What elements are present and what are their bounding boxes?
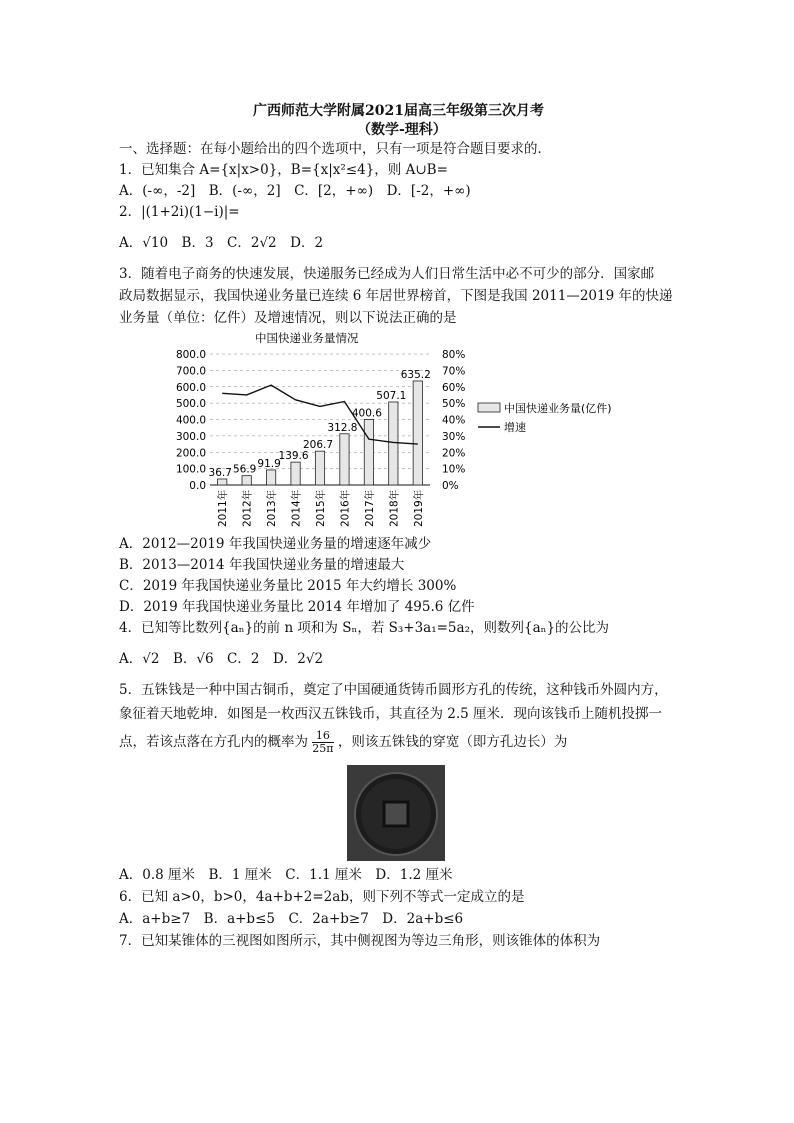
x-axis-tick-label: 2018年 bbox=[388, 489, 401, 527]
q3-line2: 政局数据显示，我国快递业务量已连续 6 年居世界榜首，下图是我国 2011—2019 年的快递 bbox=[119, 288, 673, 304]
express-chart bbox=[160, 327, 612, 533]
bar-value-label: 312.8 bbox=[327, 421, 358, 434]
bar-2013年 bbox=[266, 470, 275, 485]
q6-stem: 6．已知 a>0，b>0，4a+b+2=2ab，则下列不等式一定成立的是 bbox=[119, 889, 525, 905]
left-axis-tick-label: 200.0 bbox=[175, 447, 206, 460]
q3-option-a: A．2012—2019 年我国快递业务量的增速逐年减少 bbox=[119, 536, 432, 552]
exam-subtitle: （数学-理科） bbox=[357, 122, 447, 138]
bar-value-label: 206.7 bbox=[302, 439, 334, 452]
left-axis-tick-label: 700.0 bbox=[175, 365, 206, 378]
right-axis-tick-label: 30% bbox=[442, 430, 466, 443]
bar-value-label: 507.1 bbox=[376, 389, 407, 402]
legend-bar-label: 中国快递业务量(亿件) bbox=[504, 402, 612, 415]
fraction-numerator: 16 bbox=[312, 730, 333, 743]
q7-stem: 7．已知某锥体的三视图如图所示，其中侧视图为等边三角形，则该锥体的体积为 bbox=[119, 933, 601, 949]
q5-options: A．0.8 厘米 B．1 厘米 C．1.1 厘米 D．1.2 厘米 bbox=[119, 867, 453, 883]
left-axis-tick-label: 100.0 bbox=[175, 463, 206, 476]
right-axis-tick-label: 50% bbox=[442, 398, 466, 411]
q2-stem: 2．|(1+2i)(1−i)|= bbox=[119, 204, 240, 220]
left-axis-tick-label: 800.0 bbox=[175, 349, 206, 361]
left-axis-tick-label: 300.0 bbox=[175, 430, 206, 443]
bar-value-label: 400.6 bbox=[351, 407, 382, 420]
wuzhu-coin-image bbox=[347, 765, 445, 861]
exam-title: 广西师范大学附属2021届高三年级第三次月考 bbox=[253, 103, 544, 119]
q1-stem: 1．已知集合 A={x|x>0}，B={x|x²≤4}，则 A∪B= bbox=[119, 162, 448, 178]
bar-2017年 bbox=[364, 419, 373, 485]
q1-options: A．(-∞，-2] B．(-∞，2] C．[2，+∞) D．[-2，+∞) bbox=[119, 183, 471, 199]
q3-line3: 业务量（单位：亿件）及增速情况，则以下说法正确的是 bbox=[119, 310, 457, 326]
right-axis-tick-label: 20% bbox=[442, 447, 466, 460]
right-axis-tick-label: 70% bbox=[442, 365, 466, 378]
left-axis-tick-label: 600.0 bbox=[175, 381, 206, 394]
left-axis-tick-label: 0.0 bbox=[189, 480, 206, 492]
q3-line1: 3．随着电子商务的快速发展，快递服务已经成为人们日常生活中必不可少的部分．国家邮 bbox=[119, 266, 655, 282]
x-axis-tick-label: 2019年 bbox=[412, 489, 425, 527]
left-axis-tick-label: 400.0 bbox=[175, 414, 206, 427]
q3-option-d: D．2019 年我国快递业务量比 2014 年增加了 495.6 亿件 bbox=[119, 599, 475, 615]
bar-2018年 bbox=[389, 402, 398, 485]
q3-option-c: C．2019 年我国快递业务量比 2015 年大约增长 300% bbox=[119, 578, 457, 594]
q5-line3-prefix: 点，若该点落在方孔内的概率为 bbox=[119, 734, 308, 750]
q5-line2: 象征着天地乾坤．如图是一枚西汉五铢钱币，其直径为 2.5 厘米．现向该钱币上随机投掷一 bbox=[119, 706, 663, 722]
bar-value-label: 635.2 bbox=[400, 368, 431, 381]
right-axis-tick-label: 80% bbox=[442, 349, 466, 361]
bar-value-label: 139.6 bbox=[278, 450, 309, 463]
x-axis-tick-label: 2012年 bbox=[241, 489, 254, 527]
q5-line3 bbox=[119, 730, 567, 755]
q6-options: A．a+b≥7 B．a+b≤5 C．2a+b≥7 D．2a+b≤6 bbox=[119, 911, 464, 927]
bar-2014年 bbox=[291, 462, 300, 485]
q3-option-b: B．2013—2014 年我国快递业务量的增速最大 bbox=[119, 557, 405, 573]
bar-2011年 bbox=[218, 479, 227, 485]
q4-options: A．√2 B．√6 C．2 D．2√2 bbox=[119, 651, 324, 667]
right-axis-tick-label: 60% bbox=[442, 381, 466, 394]
q5-line3-suffix: ，则该五铢钱的穿宽（即方孔边长）为 bbox=[337, 734, 568, 750]
x-axis-tick-label: 2014年 bbox=[290, 489, 303, 527]
bar-value-label: 91.9 bbox=[257, 457, 281, 470]
x-axis-tick-label: 2016年 bbox=[339, 489, 352, 527]
bar-2015年 bbox=[315, 451, 324, 485]
section-heading: 一、选择题：在每小题给出的四个选项中，只有一项是符合题目要求的． bbox=[119, 141, 551, 157]
x-axis-tick-label: 2017年 bbox=[363, 489, 376, 527]
right-axis-tick-label: 0% bbox=[442, 480, 459, 492]
right-axis-tick-label: 40% bbox=[442, 414, 466, 427]
right-axis-tick-label: 10% bbox=[442, 463, 466, 476]
x-axis-tick-label: 2013年 bbox=[266, 489, 279, 527]
bar-2016年 bbox=[340, 434, 349, 485]
coin-photo-frame bbox=[347, 765, 445, 861]
q2-options: A．√10 B．3 C．2√2 D．2 bbox=[119, 235, 324, 251]
x-axis-tick-label: 2011年 bbox=[217, 489, 230, 527]
bar-2012年 bbox=[242, 476, 251, 485]
legend-bar-swatch bbox=[478, 403, 500, 412]
left-axis-tick-label: 500.0 bbox=[175, 398, 206, 411]
chart-title: 中国快递业务量情况 bbox=[255, 331, 359, 345]
bar-value-label: 56.9 bbox=[232, 463, 257, 476]
x-axis-tick-label: 2015年 bbox=[315, 489, 327, 527]
probability-fraction bbox=[312, 730, 333, 755]
q5-line1: 5．五铢钱是一种中国古铜币，奠定了中国硬通货铸币圆形方孔的传统，这种钱币外圆内方， bbox=[119, 682, 668, 698]
bar-2019年 bbox=[413, 381, 422, 485]
fraction-denominator: 25π bbox=[312, 742, 334, 755]
chart-legend bbox=[478, 401, 612, 434]
q4-stem: 4．已知等比数列{aₙ}的前 n 项和为 Sₙ，若 S₃+3a₁=5a₂，则数列{aₙ}的公比为 bbox=[119, 620, 610, 636]
legend-line-label: 增速 bbox=[504, 421, 526, 434]
bar-value-label: 36.7 bbox=[208, 466, 232, 479]
